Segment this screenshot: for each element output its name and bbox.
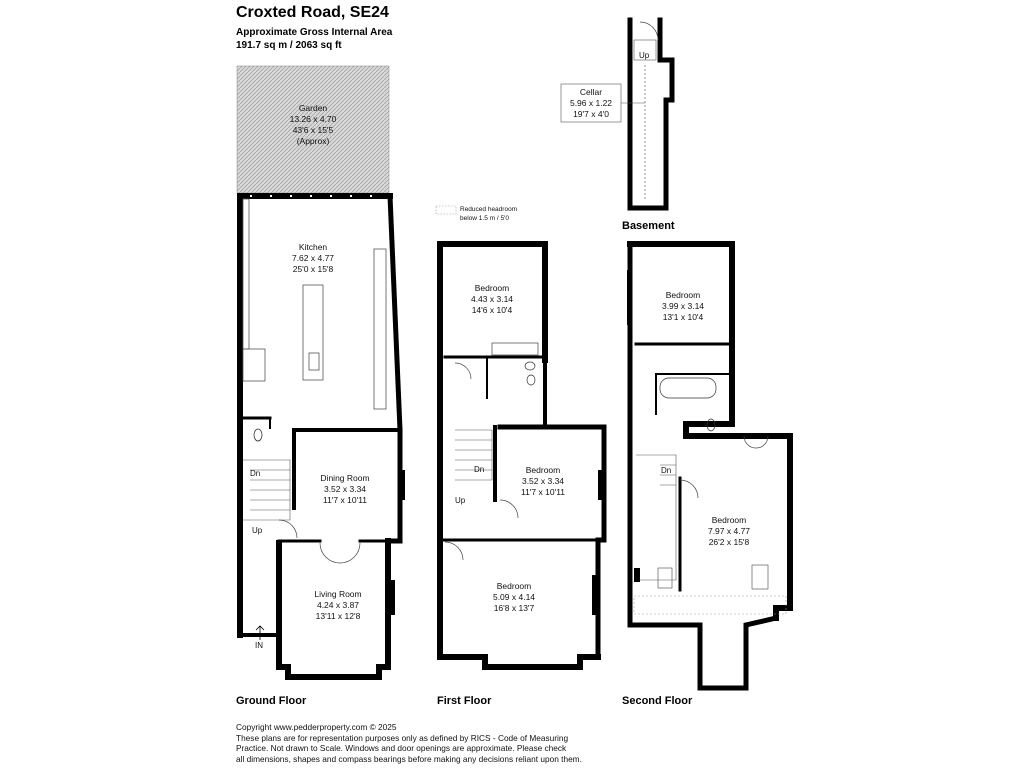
- ground-dn-label: Dn: [250, 469, 261, 478]
- dining-imperial: 11'7 x 10'11: [322, 495, 368, 505]
- first-bedroom-rear-metric: 4.43 x 3.14: [470, 294, 514, 304]
- second-floor-label: Second Floor: [622, 695, 693, 707]
- kitchen-metric: 7.62 x 4.77: [291, 253, 335, 263]
- garden-metric: 13.26 x 4.70: [289, 114, 337, 124]
- second-floor: [622, 244, 790, 707]
- second-bedroom-front-name: Bedroom: [711, 515, 747, 525]
- first-bedroom-front-imperial: 16'8 x 13'7: [493, 603, 535, 613]
- cellar-imperial: 19'7 x 4'0: [573, 109, 609, 119]
- garden-name: Garden: [298, 103, 328, 113]
- legend-line2: below 1.5 m / 5'0: [460, 215, 509, 222]
- disclaimer-line-2: Practice. Not drawn to Scale. Windows and door openings are approximate. Please check: [236, 743, 567, 753]
- ground-floor: [236, 66, 405, 707]
- copyright-disclaimer: [236, 722, 616, 764]
- reduced-headroom-swatch: [436, 206, 456, 214]
- second-bedroom-rear-imperial: 13'1 x 10'4: [662, 312, 704, 322]
- kitchen-imperial: 25'0 x 15'8: [292, 264, 334, 274]
- living-name: Living Room: [314, 589, 362, 599]
- dining-name: Dining Room: [320, 473, 370, 483]
- second-bedroom-rear-name: Bedroom: [665, 290, 701, 300]
- first-bedroom-rear-imperial: 14'6 x 10'4: [471, 305, 513, 315]
- dining-metric: 3.52 x 3.34: [323, 484, 367, 494]
- second-dn-label: Dn: [661, 466, 672, 475]
- first-floor-label: First Floor: [437, 695, 492, 707]
- first-bedroom-mid-name: Bedroom: [525, 465, 561, 475]
- basement-label: Basement: [622, 220, 675, 232]
- basement-up-label: Up: [639, 51, 650, 60]
- first-up-label: Up: [455, 496, 466, 505]
- living-metric: 4.24 x 3.87: [316, 600, 360, 610]
- second-bedroom-front-imperial: 26'2 x 15'8: [708, 537, 750, 547]
- disclaimer-line-1: These plans are for representation purposes only as defined by RICS - Code of Measuring: [236, 732, 569, 743]
- first-bedroom-rear-name: Bedroom: [474, 283, 510, 293]
- first-bedroom-mid-metric: 3.52 x 3.34: [521, 476, 565, 486]
- ground-up-label: Up: [252, 526, 263, 535]
- first-bedroom-front-name: Bedroom: [496, 581, 532, 591]
- second-bedroom-front-metric: 7.97 x 4.77: [707, 526, 751, 536]
- ground-floor-label: Ground Floor: [236, 695, 307, 707]
- first-bedroom-front-metric: 5.09 x 4.14: [492, 592, 536, 602]
- first-bedroom-mid-imperial: 11'7 x 10'11: [520, 487, 566, 497]
- copyright-line: Copyright www.pedderproperty.com © 2025: [236, 722, 397, 732]
- plan-title: Croxted Road, SE24: [236, 4, 389, 21]
- second-bedroom-rear-metric: 3.99 x 3.14: [661, 301, 705, 311]
- living-imperial: 13'11 x 12'8: [315, 611, 361, 621]
- cellar-metric: 5.96 x 1.22: [569, 98, 613, 108]
- area-label: Approximate Gross Internal Area: [236, 27, 393, 38]
- cellar-name: Cellar: [579, 87, 603, 97]
- entrance-label: IN: [255, 641, 263, 650]
- first-floor: [436, 206, 604, 707]
- first-dn-label: Dn: [474, 465, 485, 474]
- kitchen-name: Kitchen: [298, 242, 328, 252]
- area-value: 191.7 sq m / 2063 sq ft: [236, 40, 342, 51]
- legend-line1: Reduced headroom: [460, 206, 518, 213]
- disclaimer-line-3: all dimensions, shapes and compass bearings before making any decisions reliant upon them.: [236, 753, 582, 764]
- garden-note: (Approx): [296, 136, 330, 146]
- garden-imperial: 43'6 x 15'5: [292, 125, 334, 135]
- basement-floor: [561, 20, 675, 232]
